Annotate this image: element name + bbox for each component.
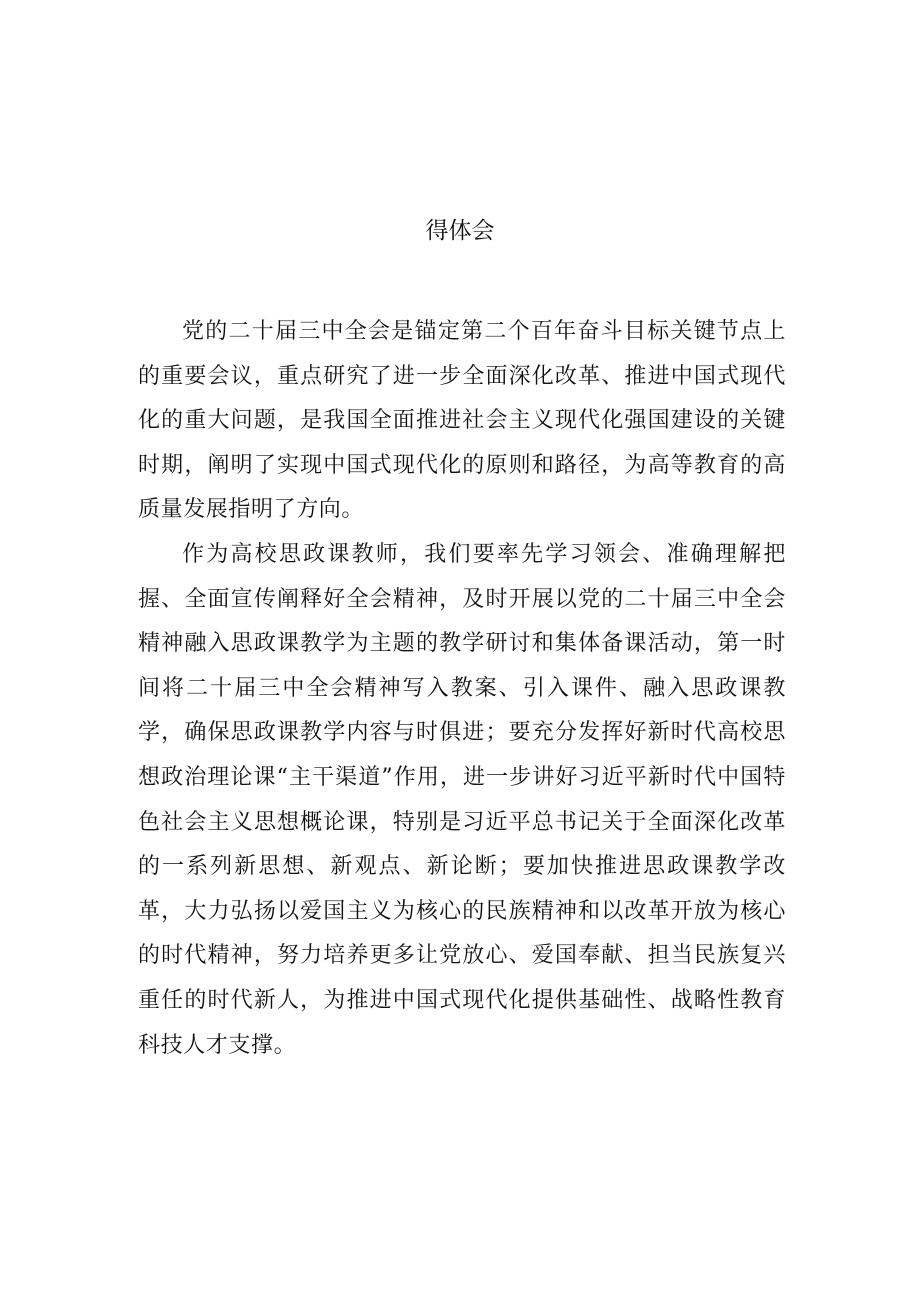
document-body [138, 310, 786, 1068]
document-title: 得体会 [425, 218, 495, 244]
paragraph-2: 作为高校思政课教师，我们要率先学习领会、准确理解把握、全面宣传阐释好全会精神，及时开展以党的二十届三中全会精神融入思政课教学为主题的教学研讨和集体备课活动，第一时间将二十届三中全会精神写入教案、引入课件、融入思政课教学，确保思政课教学内容与时俱进；要充分发挥好新时代高校思想政治理论课“主干渠道”作用，进一步讲好习近平新时代中国特色社会主义思想概论课，特别是习近平总书记关于全面深化改革的一系列新思想、新观点、新论断；要加快推进思政课教学改革，大力弘扬以爱国主义为核心的民族精神和以改革开放为核心的时代精神，努力培养更多让党放心、爱国奉献、担当民族复兴重任的时代新人，为推进中国式现代化提供基础性、战略性教育科技人才支撑。 [138, 541, 786, 1058]
paragraph-1: 党的二十届三中全会是锚定第二个百年奋斗目标关键节点上的重要会议，重点研究了进一步全面深化改革、推进中国式现代化的重大问题，是我国全面推进社会主义现代化强国建设的关键时期，阐明了实现中国式现代化的原则和路径，为高等教育的高质量发展指明了方向。 [138, 319, 786, 523]
